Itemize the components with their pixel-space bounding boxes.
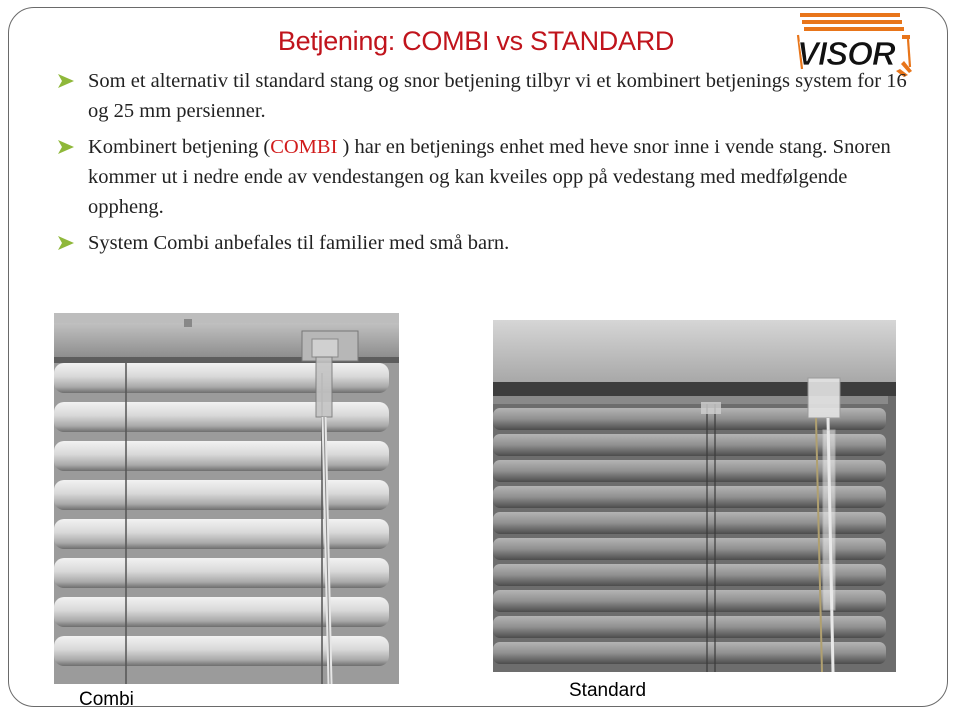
standard-blind-photo xyxy=(493,320,896,672)
bullet-item xyxy=(58,228,908,258)
bullet-text-continued: ) har en betjenings enhet med heve snor inne i vende stang. Snoren kommer ut i nedre ende av vendestangen og kan kveiles opp på vedestang med medfølgende oppheng. xyxy=(88,136,891,218)
bullet-list xyxy=(58,66,908,264)
logo-text: VISOR xyxy=(797,35,895,72)
caption-combi: Combi xyxy=(79,689,134,710)
slide-title: Betjening: COMBI vs STANDARD xyxy=(277,26,675,56)
bullet-text: Kombinert betjening ( xyxy=(88,136,271,158)
arrowhead-bullet-icon xyxy=(58,140,74,154)
bullet-item xyxy=(58,132,908,222)
bullet-text: System Combi anbefales til familier med små barn. xyxy=(88,232,510,254)
caption-standard: Standard xyxy=(569,680,647,701)
arrowhead-bullet-icon xyxy=(58,74,74,88)
combi-blind-photo xyxy=(54,313,399,684)
bullet-item xyxy=(58,66,908,126)
arrowhead-bullet-icon xyxy=(58,236,74,250)
bullet-text: Som et alternativ til standard stang og snor betjening tilbyr vi et kombinert betjenings system for 16 og 25 mm persienner. xyxy=(88,70,907,122)
combi-highlight: COMBI xyxy=(270,136,338,158)
